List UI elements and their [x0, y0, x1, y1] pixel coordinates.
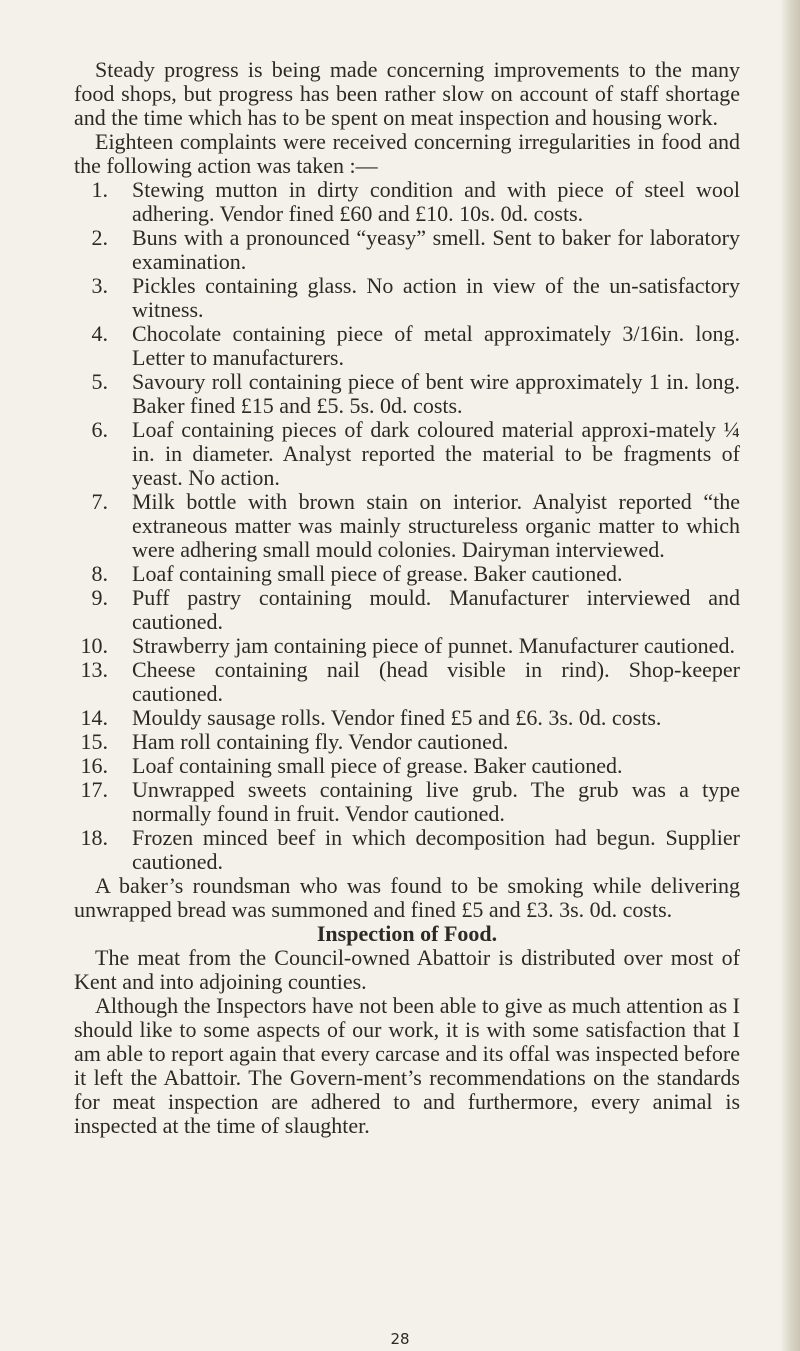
- complaint-number: 3.: [91, 273, 108, 298]
- inspectors-paragraph: Although the Inspectors have not been able to give as much attention as I should like to some aspects of our work, it is with some satisfaction that I am able to report again that every carcase and its offal was inspected before it left the Abattoir. The Govern-ment’s recommendations on the standards for meat inspection are adhered to and furthermore, every animal is inspected at the time of slaughter.: [74, 993, 741, 1138]
- complaint-number: 4.: [91, 321, 108, 346]
- complaint-item: [74, 562, 740, 586]
- complaint-item: [74, 274, 740, 322]
- complaint-number: 5.: [91, 369, 108, 394]
- complaint-item: [74, 706, 740, 730]
- complaint-text: Savoury roll containing piece of bent wire approximately 1 in. long. Baker fined £15 and £5. 5s. 0d. costs.: [132, 369, 740, 418]
- complaint-number: 8.: [91, 561, 108, 586]
- complaint-number: 13.: [80, 657, 108, 682]
- complaint-item: [74, 658, 740, 706]
- complaint-number: 17.: [80, 777, 108, 802]
- complaint-number: 6.: [91, 417, 108, 442]
- complaint-text: Chocolate containing piece of metal approximately 3/16in. long. Letter to manufacturers.: [132, 321, 740, 370]
- complaint-text: Loaf containing pieces of dark coloured material approxi-mately ¼ in. in diameter. Analyst reported the material to be fragments of yeast. No action.: [132, 417, 740, 490]
- complaint-text: Unwrapped sweets containing live grub. The grub was a type normally found in fruit. Vendor cautioned.: [132, 777, 740, 826]
- complaint-text: Frozen minced beef in which decomposition had begun. Supplier cautioned.: [132, 825, 740, 874]
- complaint-text: Pickles containing glass. No action in view of the un-satisfactory witness.: [132, 273, 740, 322]
- roundsman-paragraph: A baker’s roundsman who was found to be smoking while delivering unwrapped bread was summoned and fined £5 and £3. 3s. 0d. costs.: [74, 873, 740, 922]
- complaint-item: [74, 754, 740, 778]
- complaints-list: [74, 178, 740, 874]
- section-heading: Inspection of Food.: [316, 921, 498, 946]
- complaint-item: [74, 322, 740, 370]
- complaint-item: [74, 178, 740, 226]
- complaint-text: Ham roll containing fly. Vendor cautioned.: [132, 729, 509, 754]
- complaint-item: [74, 586, 740, 634]
- complaint-text: Loaf containing small piece of grease. Baker cautioned.: [132, 753, 623, 778]
- complaint-item: [74, 226, 740, 274]
- complaint-text: Milk bottle with brown stain on interior. Analyist reported “the extraneous matter was mainly structureless organic matter to which were adhering small mould colonies. Dairyman interviewed.: [132, 489, 740, 562]
- complaint-number: 10.: [80, 633, 108, 658]
- page-number: 28: [390, 1330, 410, 1348]
- complaint-item: [74, 778, 740, 826]
- complaint-item: [74, 490, 740, 562]
- complaint-text: Puff pastry containing mould. Manufacturer interviewed and cautioned.: [132, 585, 740, 634]
- complaint-text: Loaf containing small piece of grease. Baker cautioned.: [132, 561, 623, 586]
- complaint-number: 18.: [80, 825, 108, 850]
- complaint-text: Buns with a pronounced “yeasy” smell. Sent to baker for laboratory examination.: [132, 225, 740, 274]
- complaint-text: Cheese containing nail (head visible in rind). Shop-keeper cautioned.: [132, 657, 740, 706]
- document-page: [74, 58, 740, 1138]
- complaint-item: [74, 418, 740, 490]
- complaint-item: [74, 826, 740, 874]
- complaint-number: 9.: [91, 585, 108, 610]
- complaint-number: 14.: [80, 705, 108, 730]
- complaint-number: 2.: [91, 225, 108, 250]
- complaint-item: [74, 730, 740, 754]
- abattoir-paragraph: The meat from the Council-owned Abattoir is distributed over most of Kent and into adjoining counties.: [74, 945, 740, 994]
- complaint-text: Strawberry jam containing piece of punnet. Manufacturer cautioned.: [132, 633, 735, 658]
- complaints-intro-paragraph: Eighteen complaints were received concerning irregularities in food and the following action was taken :—: [74, 129, 740, 178]
- complaint-item: [74, 370, 740, 418]
- complaint-number: 16.: [80, 753, 108, 778]
- complaint-text: Mouldy sausage rolls. Vendor fined £5 and £6. 3s. 0d. costs.: [132, 705, 662, 730]
- intro-paragraph: Steady progress is being made concerning improvements to the many food shops, but progress has been rather slow on account of staff shortage and the time which has to be spent on meat inspection and housing work.: [74, 57, 740, 130]
- page-edge-shadow: [780, 0, 800, 1351]
- complaint-number: 1.: [91, 177, 108, 202]
- complaint-number: 7.: [91, 489, 108, 514]
- complaint-text: Stewing mutton in dirty condition and with piece of steel wool adhering. Vendor fined £60 and £10. 10s. 0d. costs.: [132, 177, 740, 226]
- complaint-number: 15.: [80, 729, 108, 754]
- complaint-item: [74, 634, 740, 658]
